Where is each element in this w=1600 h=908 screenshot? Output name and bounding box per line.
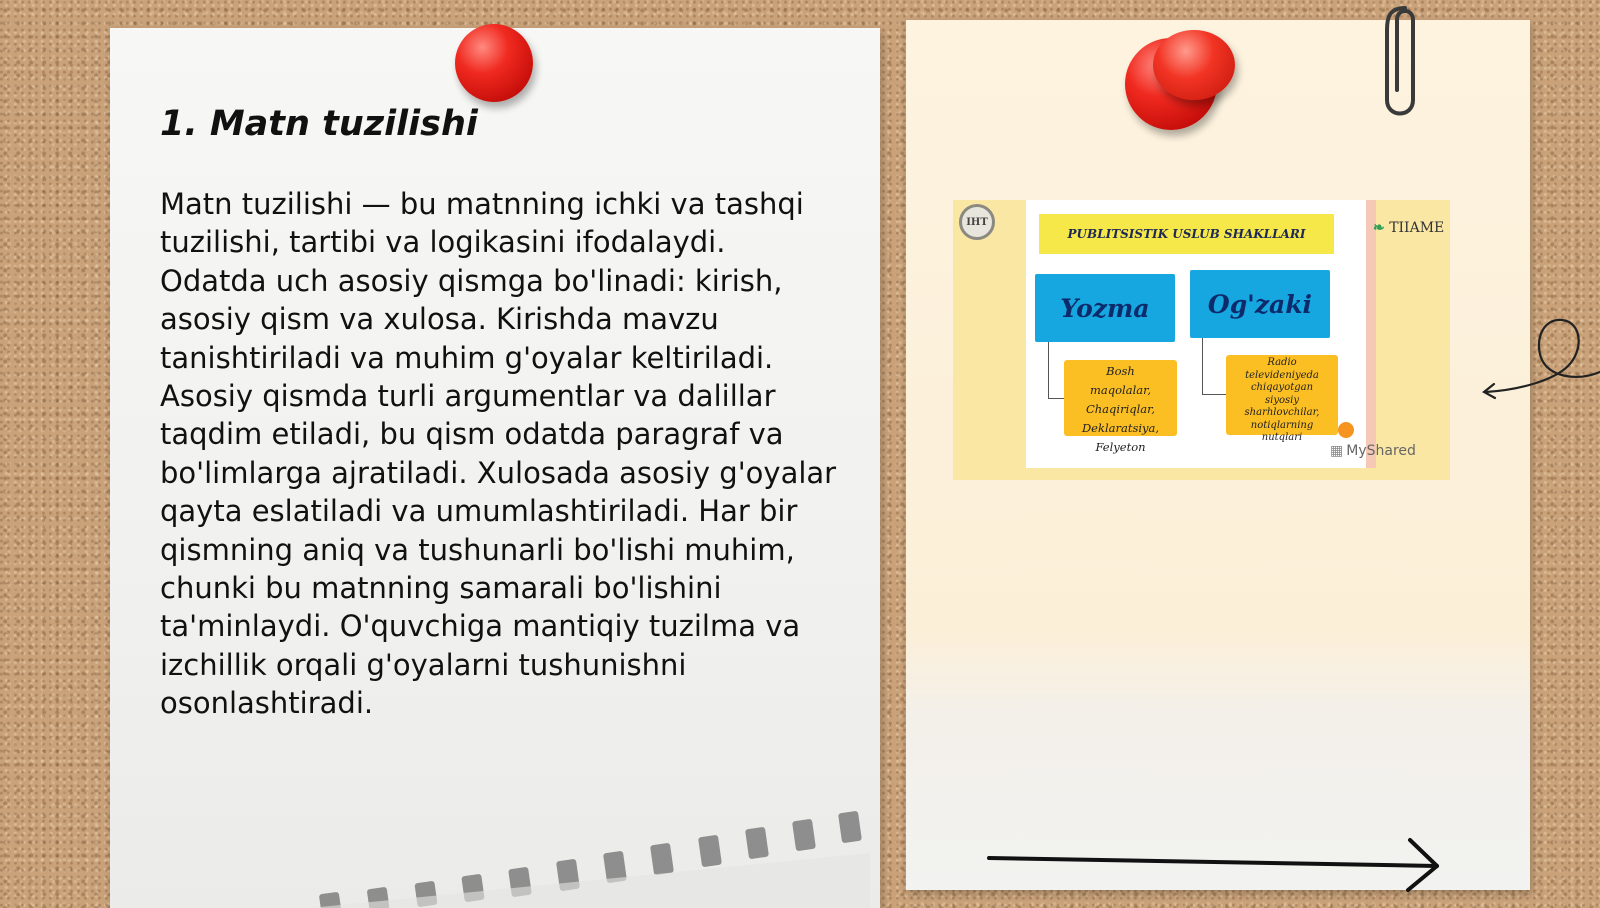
box-ogzaki: Og'zaki <box>1190 270 1330 338</box>
section-title: 1. Matn tuzilishi <box>160 104 478 144</box>
subbox-line: siyosiy <box>1265 394 1299 406</box>
myshared-logo-icon: ▦ <box>1330 443 1344 459</box>
arrow-right-icon <box>985 832 1445 892</box>
push-pin-icon <box>455 24 533 102</box>
subbox-ogzaki <box>1226 355 1338 443</box>
subbox-line: maqolalar, <box>1089 383 1151 397</box>
subbox-line: Deklaratsiya, <box>1081 421 1160 435</box>
leaf-icon: ❧ <box>1373 220 1385 236</box>
institution-logo-icon: IHT <box>959 204 995 240</box>
diagram-card <box>1026 200 1366 468</box>
box-yozma: Yozma <box>1035 274 1175 342</box>
subbox-line: Radio <box>1267 357 1297 368</box>
embedded-slide-image <box>953 200 1450 480</box>
watermark <box>1330 443 1416 459</box>
subbox-yozma <box>1064 360 1177 454</box>
section-body-text: Matn tuzilishi — bu matnning ichki va tashqi tuzilishi, tartibi va logikasini ifodalaydi. Odatda uch asosiy qismga bo'linadi: kirish, asosiy qism va xulosa. Kirishda mavzu tanishtiriladi va muhim g'oyalar keltiriladi. Asosiy qismda turli argumentlar va dalillar taqdim etiladi, bu qism odatda paragraf va bo'limlarga ajratiladi. Xulosada asosiy g'oyalar qayta eslatiladi va umumlashtiriladi. Har bir qismning aniq va tushunarli bo'lishi muhim, chunki bu matnning samarali bo'lishini ta'minlaydi. O'quvchiga mantiqiy tuzilma va izchillik orqali g'oyalarni tushunishni osonlashtiradi. <box>160 187 837 721</box>
subbox-line: televideniyeda <box>1245 369 1319 381</box>
push-pin-icon <box>1153 30 1235 100</box>
brand-label <box>1373 220 1444 236</box>
subbox-line: Felyeton <box>1095 440 1146 454</box>
subbox-line: Bosh <box>1106 364 1135 378</box>
decorative-dot <box>1338 422 1354 438</box>
spiral-binding-decoration <box>310 798 870 908</box>
subbox-line: nutqlari <box>1261 432 1303 443</box>
connector-line <box>1048 342 1065 399</box>
subbox-line: Chaqiriqlar, <box>1085 402 1156 416</box>
brand-text: TIIAME <box>1389 220 1445 236</box>
curly-arrow-doodle-icon <box>1480 310 1600 410</box>
connector-line <box>1202 338 1227 395</box>
watermark-text: MyShared <box>1346 443 1416 459</box>
subbox-line: chiqayotgan <box>1250 382 1314 393</box>
paper-clip-icon <box>1375 0 1425 125</box>
subbox-line: notiqlarning <box>1250 419 1314 431</box>
diagram-banner: PUBLITSISTIK USLUB SHAKLLARI <box>1039 214 1334 254</box>
decorative-strip <box>1366 200 1376 468</box>
subbox-line: sharhlovchilar, <box>1244 407 1320 418</box>
